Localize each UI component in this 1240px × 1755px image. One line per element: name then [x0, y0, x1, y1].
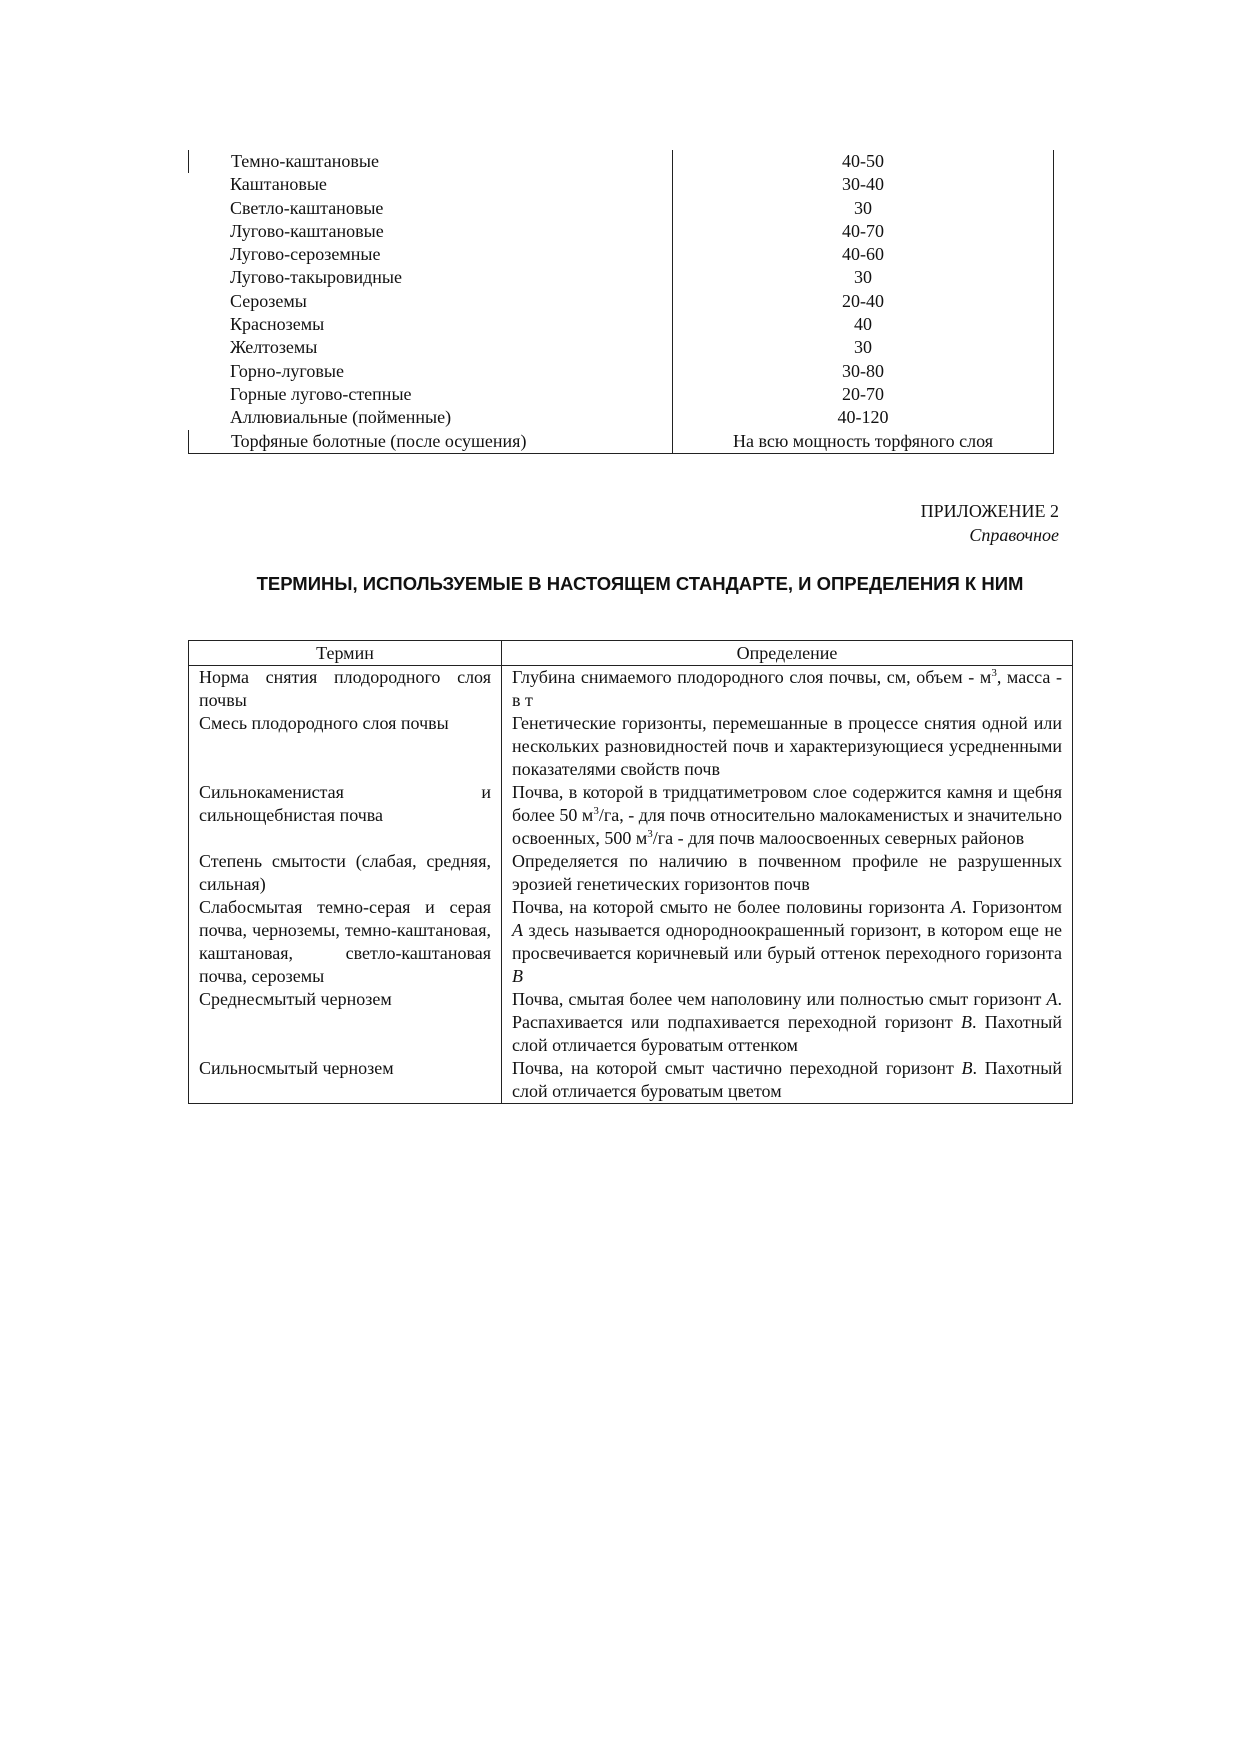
term-cell: Норма снятия плодородного слоя почвы: [189, 666, 502, 713]
soil-type-cell: Темно-каштановые: [188, 150, 673, 173]
term-cell: Слабосмытая темно-серая и серая почва, черноземы, темно-каштановая, каштановая, светло-каштановая почва, сероземы: [189, 896, 502, 988]
table-row: [188, 243, 1054, 266]
depth-cell: 40-70: [673, 220, 1054, 243]
term-cell: Сильнокаменистая и сильнощебнистая почва: [189, 781, 502, 850]
soil-type-cell: Аллювиальные (пойменные): [188, 406, 673, 429]
depth-cell: 30: [673, 336, 1054, 359]
horizon-label: В: [961, 1058, 973, 1078]
depth-cell: 40-120: [673, 406, 1054, 429]
appendix-heading: [921, 499, 1059, 547]
table-row: [188, 266, 1054, 289]
table-row: [188, 173, 1054, 196]
terms-table: [188, 640, 1073, 1104]
horizon-label: А: [1046, 989, 1058, 1009]
table-row: [188, 336, 1054, 359]
horizon-label: А: [950, 897, 962, 917]
table-row: [188, 220, 1054, 243]
depth-cell: 20-40: [673, 290, 1054, 313]
soil-type-cell: Желтоземы: [188, 336, 673, 359]
soil-type-cell: Светло-каштановые: [188, 197, 673, 220]
soil-type-cell: Лугово-такыровидные: [188, 266, 673, 289]
table-row: [189, 781, 1072, 850]
term-cell: Среднесмытый чернозем: [189, 988, 502, 1057]
term-cell: Сильносмытый чернозем: [189, 1057, 502, 1103]
depth-cell: 40-60: [673, 243, 1054, 266]
definition-cell: Определяется по наличию в почвенном профиле не разрушенных эрозией генетических горизонтов почв: [512, 851, 1062, 894]
soil-type-cell: Лугово-сероземные: [188, 243, 673, 266]
superscript: 3: [991, 667, 997, 679]
horizon-label: В: [960, 1012, 972, 1032]
definition-cell: Почва, на которой смыт частично переходной горизонт В. Пахотный слой отличается буроватым цветом: [512, 1058, 1062, 1101]
depth-cell: 30-40: [673, 173, 1054, 196]
depth-cell: 20-70: [673, 383, 1054, 406]
term-cell: Степень смытости (слабая, средняя, сильная): [189, 850, 502, 896]
table-row: [188, 360, 1054, 383]
horizon-label: В: [512, 966, 523, 986]
soil-type-cell: Сероземы: [188, 290, 673, 313]
table-row: [189, 666, 1072, 713]
table-row: [188, 197, 1054, 220]
table-row: [188, 290, 1054, 313]
definition-cell: Генетические горизонты, перемешанные в процессе снятия одной или нескольких разновидностей почв и характеризующиеся усредненными показателями свойств почв: [512, 713, 1062, 779]
definition-cell: Почва, на которой смыто не более половины горизонта А. Горизонтом А здесь называется однородноокрашенный горизонт, в котором еще не просвечивается коричневый или бурый оттенок переходного горизонта В: [512, 897, 1062, 986]
appendix-label: ПРИЛОЖЕНИЕ 2: [920, 501, 1059, 521]
soil-type-cell: Красноземы: [188, 313, 673, 336]
definition-cell: Почва, смытая более чем наполовину или полностью смыт горизонт А. Распахивается или подпахивается переходной горизонт В. Пахотный слой отличается буроватым оттенком: [512, 989, 1062, 1055]
table-row: [189, 850, 1072, 896]
table-row: [188, 406, 1054, 429]
term-cell: Смесь плодородного слоя почвы: [189, 712, 502, 781]
section-title: ТЕРМИНЫ, ИСПОЛЬЗУЕМЫЕ В НАСТОЯЩЕМ СТАНДАРТЕ, И ОПРЕДЕЛЕНИЯ К НИМ: [256, 573, 1024, 594]
definition-cell: Глубина снимаемого плодородного слоя почвы, см, объем - $м^3$, масса - в т: [512, 667, 1062, 710]
table-row: [188, 150, 1054, 173]
header-definition: Определение: [502, 641, 1073, 666]
depth-cell: 30: [673, 266, 1054, 289]
soil-type-cell: Горно-луговые: [188, 360, 673, 383]
table-row: [189, 988, 1072, 1057]
soil-type-cell: Каштановые: [188, 173, 673, 196]
soil-type-cell: Лугово-каштановые: [188, 220, 673, 243]
depth-cell: 30-80: [673, 360, 1054, 383]
depth-cell: 30: [673, 197, 1054, 220]
table-row: [189, 712, 1072, 781]
superscript: 3: [593, 805, 599, 817]
soil-depth-table: [188, 150, 1054, 454]
depth-cell: На всю мощность торфяного слоя: [673, 430, 1054, 453]
depth-cell: 40-50: [673, 150, 1054, 173]
table-row: [189, 1057, 1072, 1103]
soil-type-cell: Горные лугово-степные: [188, 383, 673, 406]
table-row: [188, 313, 1054, 336]
horizon-label: А: [512, 920, 523, 940]
appendix-note: Справочное: [969, 525, 1059, 545]
superscript: 3: [647, 828, 653, 840]
table-row: [189, 896, 1072, 988]
table-row: [188, 430, 1054, 453]
header-term: Термин: [189, 641, 502, 666]
soil-type-cell: Торфяные болотные (после осушения): [188, 430, 673, 453]
table-row: [188, 383, 1054, 406]
definition-cell: Почва, в которой в тридцатиметровом слое содержится камня и щебня более 50 $м^3/га$, - для почв относительно малокаменистых и значительно освоенных, 500 $м^3/га$ - для почв малоосвоенных северных районов: [512, 782, 1062, 848]
depth-cell: 40: [673, 313, 1054, 336]
